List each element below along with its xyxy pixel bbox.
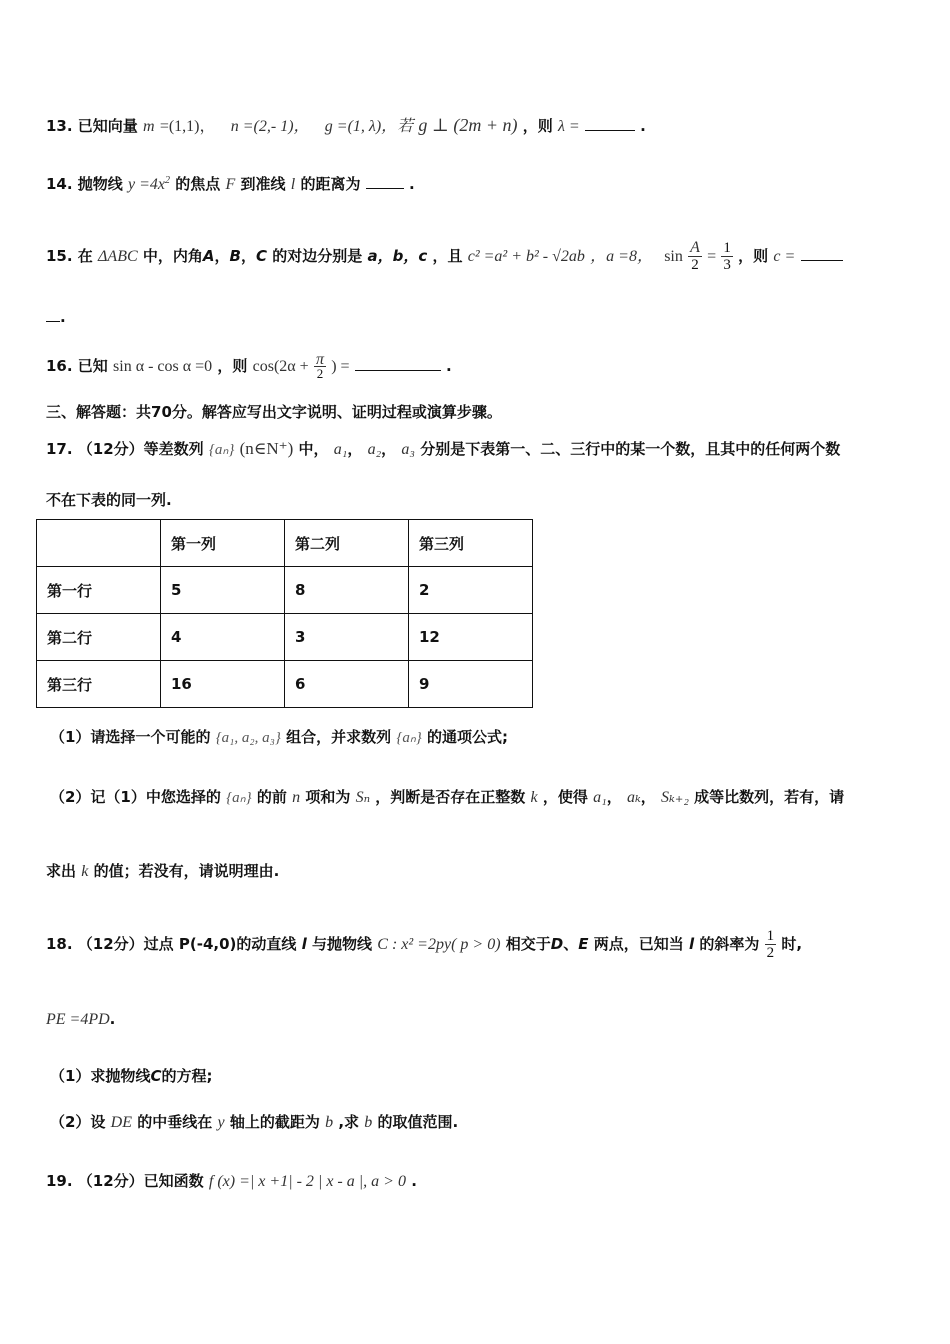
q14-focus-f: F [225, 176, 236, 193]
q17-1-set: {a₁, a₂, a₃} [215, 730, 281, 746]
q18-frac-num: 1 [766, 928, 775, 944]
q15-answer-blank [801, 248, 843, 261]
q18-2-prefix: （2）设 [50, 1113, 106, 1131]
q16-prefix: 16. 已知 [46, 357, 108, 375]
q15-tail: . [60, 308, 66, 326]
q14-exponent: 2 [165, 175, 171, 186]
q17-2-sn: Sₙ [355, 789, 371, 806]
q15-frac2-num: 1 [723, 240, 731, 256]
q14-answer-blank [366, 176, 404, 189]
table-row [37, 567, 533, 614]
table-header-row [37, 520, 533, 567]
table-cell: 9 [409, 661, 533, 708]
q18-point-e: E [578, 935, 589, 953]
q15-text3: ，且 [432, 247, 463, 265]
q15-angle-c: C [255, 247, 267, 265]
question-19 [46, 1170, 417, 1191]
q17-1-mid: 组合，并求数列 [286, 728, 392, 746]
table-cell: 第一列 [161, 520, 285, 567]
q16-mid: ，则 [217, 357, 248, 375]
q18-end: 时, [781, 935, 803, 953]
q16-pi: π [315, 351, 324, 368]
q16-close: ) = [331, 358, 350, 375]
q15-triangle: ΔABC [98, 248, 138, 265]
q16-end: . [446, 357, 452, 375]
table-cell: 第二列 [285, 520, 409, 567]
question-18-part-2 [50, 1111, 458, 1132]
q16-answer-blank [355, 358, 441, 371]
q17-2-comma-1: ， [606, 788, 622, 806]
q18-1-c: C [150, 1067, 162, 1085]
q15-then: ，则 [738, 247, 769, 265]
q15-comma-2: ， [240, 247, 256, 265]
q18-mid3: 两点，已知当 [593, 935, 684, 953]
q18-2-b-2: b [364, 1114, 373, 1131]
q13-lambda: λ = [557, 118, 580, 135]
question-17 [46, 438, 840, 459]
q17-2-comma-2: ， [640, 788, 656, 806]
q18-2-mid1: 的中垂线在 [137, 1113, 213, 1131]
question-16 [46, 353, 452, 380]
q17-a2: a₂ [367, 441, 382, 458]
q17-2-mid4: ，使得 [542, 788, 588, 806]
q18-1-end: 的方程; [161, 1067, 213, 1085]
table-cell: 6 [285, 661, 409, 708]
q13-end: . [640, 117, 646, 135]
q18-slope-fraction [765, 928, 777, 961]
q17-1-sequence: {aₙ} [396, 730, 422, 746]
q17-prefix: 17. （12分）等差数列 [46, 440, 204, 458]
q15-prefix: 15. 在 [46, 247, 93, 265]
table-cell: 第三行 [37, 661, 161, 708]
q15-angle-b: B [229, 247, 241, 265]
question-18 [46, 928, 802, 961]
q17-a3: a₃ [401, 441, 415, 458]
question-17-part-2-line-2 [46, 860, 279, 881]
q18-prefix: 18. （12分）过点 P(-4,0)的动直线 [46, 935, 297, 953]
section-3-heading: 三、解答题：共70分。解答应写出文字说明、证明过程或演算步骤。 [46, 403, 502, 421]
q16-pi-over-2 [314, 353, 326, 380]
q17-mid: 中， [298, 440, 329, 458]
question-17-part-1 [50, 726, 508, 747]
q18-mid1: 与抛物线 [312, 935, 373, 953]
q17-1-end: 的通项公式; [427, 728, 509, 746]
q15-equals: = [707, 248, 717, 265]
q17-2-end: 成等比数列，若有，请 [694, 788, 845, 806]
q17-2-sk2: Sₖ₊₂ [661, 789, 689, 806]
q15-frac-den: 2 [691, 257, 699, 273]
q17-2-line2b: 的值；若没有，请说明理由. [93, 862, 280, 880]
q16-condition: sin α - cos α =0 [113, 358, 213, 375]
question-18-condition [46, 1010, 115, 1029]
q17-comma-2: ， [381, 440, 397, 458]
q18-equation: PE =4PD [46, 1011, 110, 1028]
q19-prefix: 19. （12分）已知函数 [46, 1172, 204, 1190]
q15-text1: 中，内角 [142, 247, 203, 265]
q14-end2: . [408, 175, 415, 193]
table-cell: 2 [409, 567, 533, 614]
q17-2-mid2: 项和为 [305, 788, 351, 806]
q15-cosine-law: c² =a² + b² - √2ab [467, 248, 585, 265]
q19-function: f (x) =| x +1| - 2 | x - a |, a > 0 [208, 1173, 406, 1190]
q15-sides: a，b，c [367, 247, 428, 265]
q19-end: . [411, 1172, 417, 1190]
q15-sin: sin [664, 248, 683, 265]
q13-perp-condition: g ⊥ (2m + n) [418, 115, 518, 135]
q17-2-k2: k [81, 863, 89, 880]
q14-prefix: 14. 抛物线 [46, 175, 123, 193]
question-18-part-1 [50, 1065, 212, 1086]
q13-m-value: =(1,1)， [159, 118, 216, 135]
question-15-continuation [46, 308, 66, 326]
q18-2-mid2: 轴上的截距为 [229, 1113, 320, 1131]
q17-2-mid3: ，判断是否存在正整数 [375, 788, 526, 806]
q15-half-angle-fraction [688, 240, 702, 273]
table-row [37, 661, 533, 708]
table-cell: 12 [409, 614, 533, 661]
q17-a1: a₁ [333, 441, 348, 458]
q16-cos: cos(2α + [252, 358, 309, 375]
table-cell: 8 [285, 567, 409, 614]
q13-vector-m: m [143, 118, 155, 135]
question-13 [46, 113, 646, 136]
q18-2-end: 的取值范围. [377, 1113, 459, 1131]
table-cell [37, 520, 161, 567]
q15-comma-1: ， [214, 247, 230, 265]
q18-parabola: C : x² =2py( p > 0) [377, 936, 501, 953]
q17-2-mid1: 的前 [256, 788, 287, 806]
q14-mid1: 的焦点 [175, 175, 221, 193]
q17-1-prefix: （1）请选择一个可能的 [50, 728, 211, 746]
question-14 [46, 173, 415, 194]
table-cell: 4 [161, 614, 285, 661]
q15-text2: 的对边分别是 [272, 247, 363, 265]
q18-separator: 、 [563, 935, 579, 953]
q13-prefix: 13. 已知向量 [46, 117, 138, 135]
q14-end: 的距离为 [300, 175, 361, 193]
q13-g-value: g =(1, λ)，若 [324, 118, 414, 135]
q14-directrix-l: l [290, 176, 296, 193]
q18-mid4: 的斜率为 [699, 935, 760, 953]
q15-c: c = [773, 248, 796, 265]
q15-frac-num: A [690, 239, 700, 256]
question-17-line-2: 不在下表的同一列. [46, 491, 172, 509]
q17-text: 分别是下表第一、二、三行中的某一个数，且其中的任何两个数 [420, 440, 841, 458]
q13-answer-blank [585, 118, 635, 131]
q17-2-prefix: （2）记（1）中您选择的 [50, 788, 221, 806]
q13-then: ，则 [522, 117, 553, 135]
table-cell: 3 [285, 614, 409, 661]
q13-n-value: n =(2,- 1)， [230, 118, 310, 135]
q17-condition: (n∈N⁺) [239, 439, 294, 458]
q17-2-k: k [530, 789, 538, 806]
q18-2-de: DE [110, 1114, 132, 1131]
q17-2-line2a: 求出 [46, 862, 77, 880]
q14-mid2: 到准线 [240, 175, 286, 193]
table-cell: 16 [161, 661, 285, 708]
q18-2-mid3: ,求 [338, 1113, 360, 1131]
q17-2-ak: aₖ [626, 789, 641, 806]
q16-two: 2 [316, 366, 324, 381]
q18-line-l-2: l [688, 935, 695, 953]
q18-mid2: 相交于 [505, 935, 551, 953]
table-cell: 第二行 [37, 614, 161, 661]
q17-sequence: {aₙ} [208, 442, 235, 458]
q15-a-value: ，a =8， [590, 248, 653, 265]
q15-value-fraction [721, 240, 733, 273]
table-cell: 第一行 [37, 567, 161, 614]
table-cell: 第三列 [409, 520, 533, 567]
q18-2-b: b [325, 1114, 334, 1131]
q17-2-n: n [292, 789, 301, 806]
q17-2-sequence: {aₙ} [226, 790, 252, 806]
question-15 [46, 240, 843, 273]
question-17-part-2 [50, 786, 844, 807]
q15-frac2-den: 3 [723, 257, 731, 273]
q18-2-y: y [217, 1114, 225, 1131]
q18-eq-end: . [109, 1010, 116, 1028]
table-row [37, 614, 533, 661]
q18-1-text: （1）求抛物线 [50, 1067, 151, 1085]
q14-equation: y =4x [128, 176, 166, 193]
table-cell: 5 [161, 567, 285, 614]
q15-answer-blank-continued [46, 309, 60, 322]
q17-comma-1: ， [347, 440, 363, 458]
q18-point-d: D [550, 935, 564, 953]
q15-angle-a: A [202, 247, 215, 265]
number-table [36, 519, 533, 708]
q18-line-l: l [301, 935, 307, 953]
q17-2-a1: a₁ [593, 789, 607, 806]
q18-frac-den: 2 [766, 945, 775, 961]
